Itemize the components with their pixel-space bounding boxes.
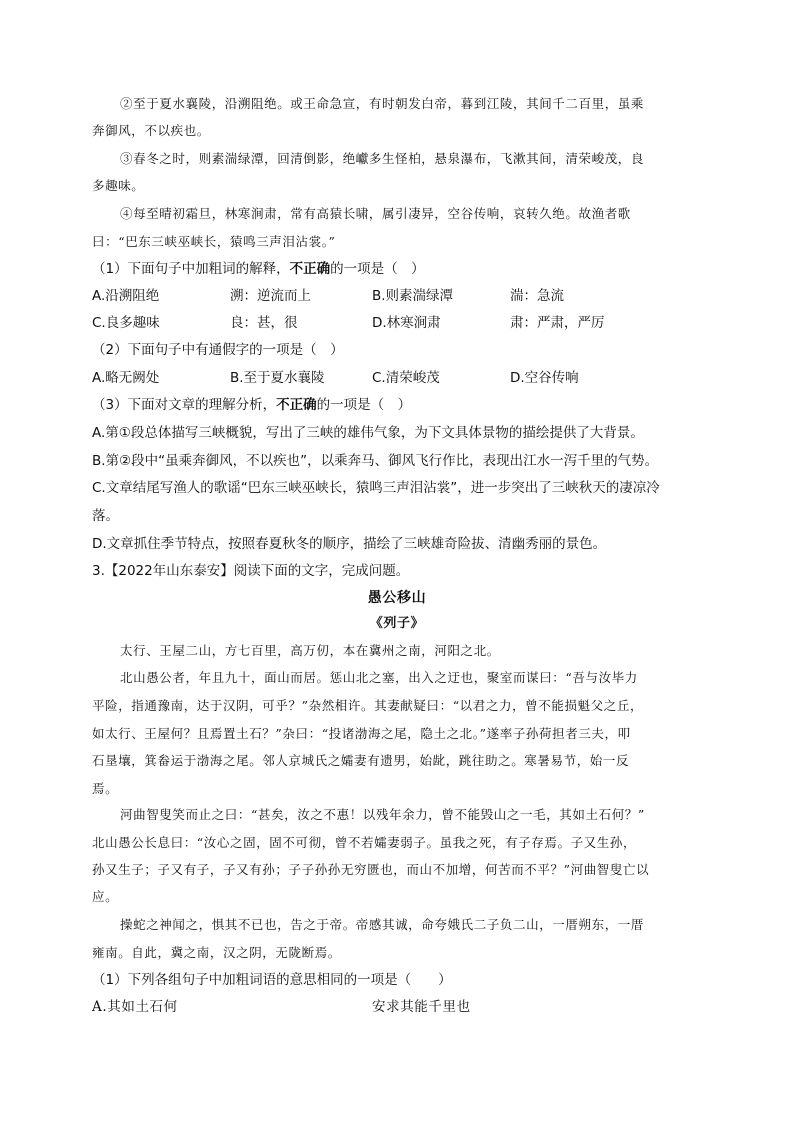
passage-para3-line1: ③春冬之时，则素湍绿潭，回清倒影，绝巘多生怪柏，悬泉瀑布，飞漱其间，清荣峻茂，良 <box>120 151 645 166</box>
passage-para2-line2: 奔御风，不以疾也。 <box>92 123 210 138</box>
yugong-para4-line2: 雍南。自此，冀之南，汉之阴，无陇断焉。 <box>92 945 341 960</box>
section-3-q1-option-a-pair: 安求其能千里也 <box>372 999 471 1015</box>
yugong-para1: 太行、王屋二山，方七百里，高万仞，本在冀州之南，河阳之北。 <box>120 643 500 658</box>
yugong-para2-line1: 北山愚公者，年且九十，面山而居。惩山北之塞，出入之迂也，聚室而谋曰：“吾与汝毕力 <box>120 670 638 685</box>
q3-option-a: A.第①段总体描写三峡概貌，写出了三峡的雄伟气象，为下文具体景物的描绘提供了大背景。 <box>92 425 644 441</box>
passage-author: 《列子》 <box>369 616 425 631</box>
yugong-para3-line1: 河曲智叟笑而止之曰：“甚矣，汝之不惠！以残年余力，曾不能毁山之一毛，其如土石何？” <box>120 807 645 822</box>
q1-option-d-explanation: 肃：严肃，严厉 <box>510 315 605 331</box>
q1-option-d: D.林寒涧肃 <box>372 315 441 331</box>
passage-para2-line1: ②至于夏水襄陵，沿溯阻绝。或王命急宣，有时朝发白帝，暮到江陵，其间千二百里，虽乘 <box>120 96 645 111</box>
question-3-stem-bold: 不正确 <box>276 397 317 413</box>
section-3-heading: 3.【2022年山东泰安】阅读下面的文字，完成问题。 <box>92 563 410 579</box>
passage-para4-line2: 曰：“巴东三峡巫峡长，猿鸣三声泪沾裳。” <box>92 234 336 249</box>
section-3-q1-option-a: A.其如土石何 <box>92 999 178 1015</box>
q1-option-c: C.良多趣味 <box>92 315 160 331</box>
yugong-para3-line4: 应。 <box>92 889 119 904</box>
question-3-stem-pre: （3）下面对文章的理解分析， <box>92 397 277 413</box>
q3-option-c-line1: C.文章结尾写渔人的歌谣“巴东三峡巫峡长，猿鸣三声泪沾裳”，进一步突出了三峡秋天的凄凉冷 <box>92 480 660 496</box>
q2-option-b: B.至于夏水襄陵 <box>230 370 325 386</box>
section-3-question-1-stem: （1）下列各组句子中加粗词语的意思相同的一项是（ ） <box>92 972 452 988</box>
yugong-para2-line5: 焉。 <box>92 781 119 796</box>
question-1-stem <box>92 259 425 279</box>
yugong-para2-line3: 如太行、王屋何？且焉置土石？”杂曰：“投诸渤海之尾，隐土之北。”遂率子孙荷担者三夫，叩 <box>92 726 631 741</box>
q3-option-c-line2: 落。 <box>92 508 119 524</box>
question-2-stem: （2）下面句子中有通假字的一项是（ ） <box>92 342 344 358</box>
yugong-para3-line2: 北山愚公长息曰：“汝心之固，固不可彻，曾不若孀妻弱子。虽我之死，有子存焉。子又生孙， <box>92 835 637 850</box>
q2-option-c: C.清荣峻茂 <box>372 370 440 386</box>
yugong-para3-line3: 孙又生子；子又有子，子又有孙；子子孙孙无穷匮也，而山不加增，何苦而不平？”河曲智叟亡以 <box>92 862 650 877</box>
q1-option-a: A.沿溯阻绝 <box>92 288 160 304</box>
q1-option-b-explanation: 湍：急流 <box>510 288 564 304</box>
question-1-stem-post: 的一项是（ ） <box>330 261 425 277</box>
question-1-stem-pre: （1）下面句子中加粗词的解释， <box>92 261 290 277</box>
question-3-stem-post: 的一项是（ ） <box>316 397 412 413</box>
passage-para3-line2: 多趣味。 <box>92 178 145 193</box>
passage-title: 愚公移山 <box>367 590 427 606</box>
yugong-para2-line2: 平险，指通豫南，达于汉阴，可乎？”杂然相许。其妻献疑曰：“以君之力，曾不能损魁父之丘， <box>92 698 644 713</box>
yugong-para4-line1: 操蛇之神闻之，惧其不已也，告之于帝。帝感其诚，命夸娥氏二子负二山，一厝朔东，一厝 <box>120 917 645 932</box>
passage-para4-line1: ④每至晴初霜旦，林寒涧肃，常有高猿长啸，属引凄异，空谷传响，哀转久绝。故渔者歌 <box>120 206 631 221</box>
q1-option-c-explanation: 良：甚，很 <box>230 315 298 331</box>
q2-option-a: A.略无阙处 <box>92 370 160 386</box>
question-1-stem-bold: 不正确 <box>289 261 331 277</box>
q3-option-b: B.第②段中“虽乘奔御风，不以疾也”，以乘奔马、御风飞行作比，表现出江水一泻千里的气势。 <box>92 453 659 469</box>
question-3-stem <box>92 395 411 415</box>
q3-option-d: D.文章抓住季节特点，按照春夏秋冬的顺序，描绘了三峡雄奇险拔、清幽秀丽的景色。 <box>92 536 607 552</box>
q1-option-a-explanation: 溯：逆流而上 <box>230 288 311 304</box>
q2-option-d: D.空谷传响 <box>510 370 579 386</box>
q1-option-b: B.则素湍绿潭 <box>372 288 454 304</box>
yugong-para2-line4: 石垦壤，箕畚运于渤海之尾。邻人京城氏之孀妻有遗男，始龀，跳往助之。寒暑易节，始一反 <box>92 753 630 768</box>
